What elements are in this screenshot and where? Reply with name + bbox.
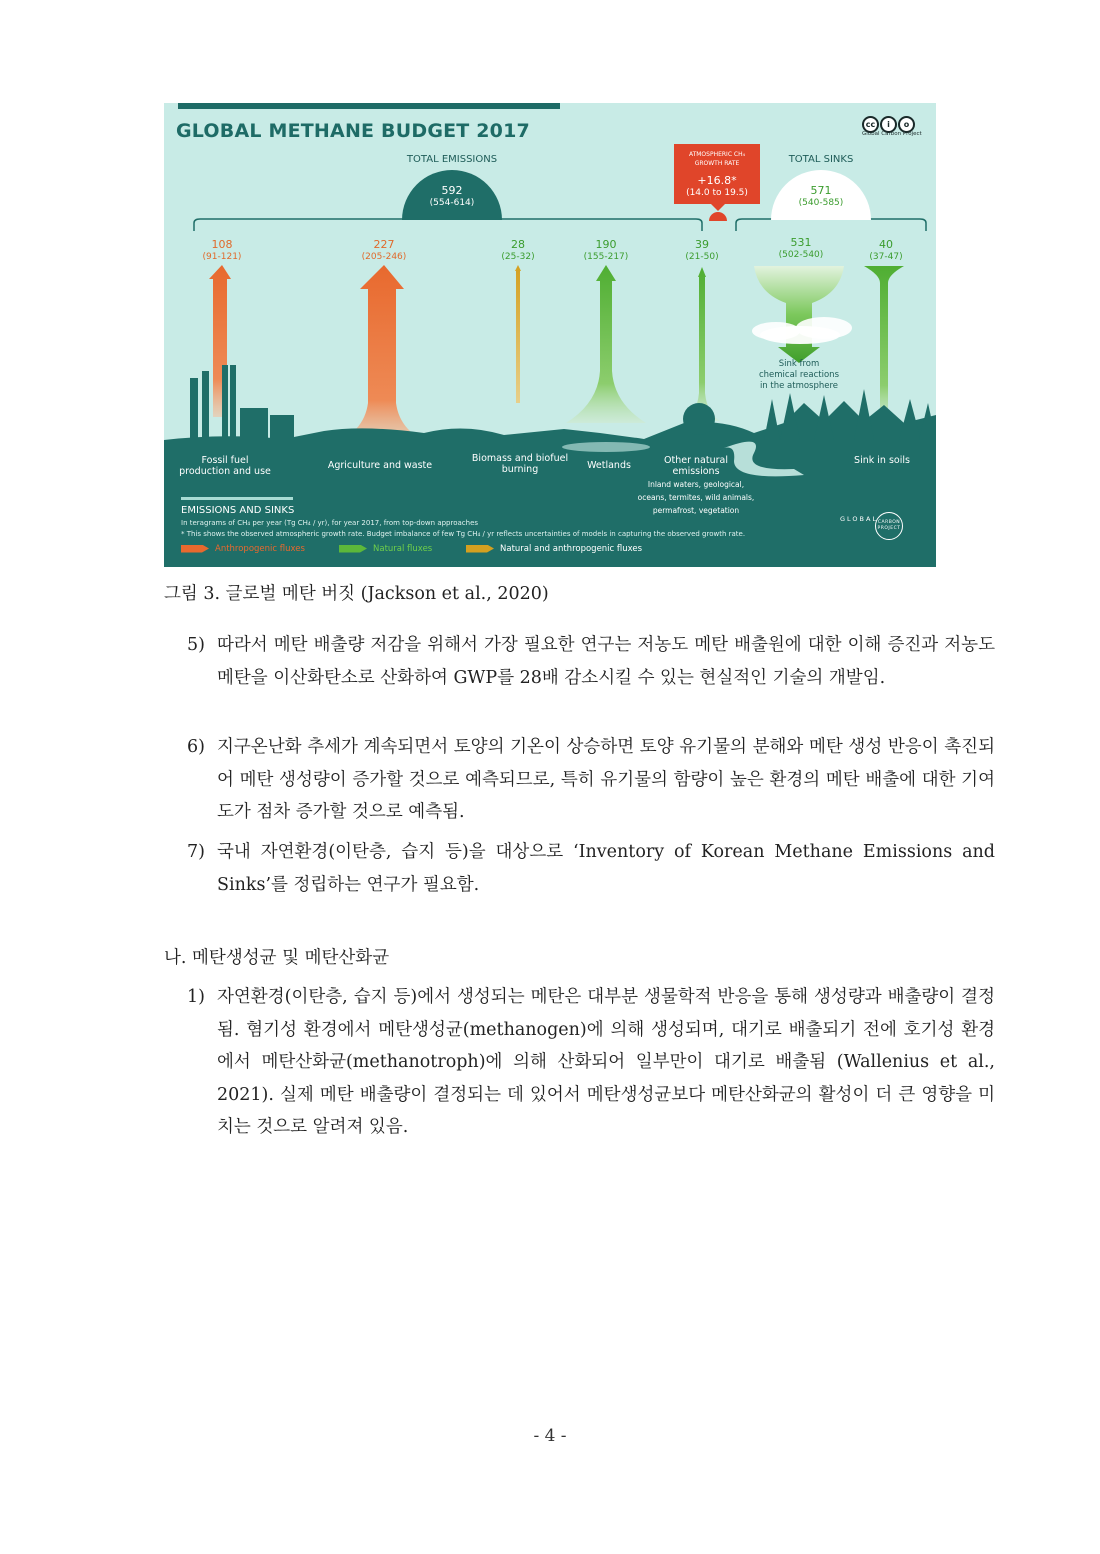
other-natural-detail-2: oceans, termites, wild animals, [637, 493, 755, 502]
legend-note-2: * This shows the observed atmospheric growth rate. Budget imbalance of few Tg CH₄ / yr reflects uncertainties of models in capturing the observed growth rate. [181, 530, 746, 538]
list-number: 5) [187, 635, 205, 655]
total-emissions-label: TOTAL EMISSIONS [406, 154, 498, 165]
gcp-logo-circle-text: CARBON PROJECT [877, 520, 901, 531]
license-caption: Global Carbon Project [862, 131, 922, 137]
gcp-logo-circle-icon [875, 512, 903, 540]
nc-icon: o [898, 116, 915, 133]
list-number: 1) [187, 987, 205, 1007]
legend-anthropogenic [181, 544, 305, 556]
legend-title: EMISSIONS AND SINKS [181, 505, 295, 516]
list-text: 자연환경(이탄층, 습지 등)에서 생성되는 메탄은 대부분 생물학적 반응을 통해 생성량과 배출량이 결정됨. 혐기성 환경에서 메탄생성균(methanogen)에 의해 생성되며, 대기로 배출되기 전에 호기성 환경에서 메탄산화균(methanotroph)에 의해 산화되어 일부만이 대기로 배출됨 (Wallenius et al., 2021). 실제 메탄 배출량이 결정되는 데 있어서 메탄생성균보다 메탄산화균의 활성이 더 큰 영향을 미치는 것으로 알려져 있음. [217, 987, 995, 1137]
wetland-pool [562, 442, 650, 452]
wetlands-category: Wetlands [587, 460, 631, 471]
gold-arrow-icon [466, 545, 494, 553]
biomass-range: (25-32) [501, 252, 535, 262]
list-item-7 [187, 836, 995, 901]
agriculture-range: (205-246) [361, 252, 407, 262]
biomass-arrow [515, 265, 521, 403]
biomass-category: Biomass and biofuel burning [471, 453, 569, 475]
section-list-item-1 [187, 981, 995, 1144]
legend-mixed [466, 544, 642, 556]
growth-rate-label-2: GROWTH RATE [694, 160, 740, 167]
chemical-sink-value: 531 [790, 236, 812, 249]
chemical-sink-range: (502-540) [778, 250, 824, 260]
figure-caption: 그림 3. 글로벌 메탄 버짓 (Jackson et al., 2020) [164, 584, 549, 604]
growth-dome [709, 212, 727, 221]
chemical-sink-funnel [752, 266, 852, 363]
title-top-bar [178, 103, 560, 109]
page-number: - 4 - [533, 1426, 567, 1446]
factory-icon [190, 365, 294, 440]
total-sinks-range: (540-585) [798, 198, 844, 208]
legend-note-1: In teragrams of CH₄ per year (Tg CH₄ / yr), for year 2017, from top-down approaches [181, 519, 479, 527]
infographic-title: GLOBAL METHANE BUDGET 2017 [176, 120, 530, 142]
list-item-6 [187, 731, 995, 829]
methane-budget-infographic [164, 103, 936, 567]
legend-mixed-label: Natural and anthropogenic fluxes [500, 544, 643, 554]
chemical-sink-label: Sink from chemical reactions in the atmosphere [758, 359, 839, 391]
wetlands-range: (155-217) [583, 252, 629, 262]
biomass-value: 28 [511, 238, 525, 251]
soil-sink-range: (37-47) [869, 252, 903, 262]
list-number: 7) [187, 842, 205, 862]
growth-rate-value: +16.8* [697, 174, 737, 187]
license-icons [862, 112, 916, 133]
gcp-logo-text: GLOBAL [840, 515, 879, 523]
list-text: 지구온난화 추세가 계속되면서 토양의 기온이 상승하면 토양 유기물의 분해와 메탄 생성 반응이 촉진되어 메탄 생성량이 증가할 것으로 예측되므로, 특히 유기물의 함량이 높은 환경의 메탄 배출에 대한 기여도가 점차 증가할 것으로 예측됨. [217, 737, 995, 822]
soil-sink-value: 40 [879, 238, 893, 251]
by-icon: i [880, 116, 897, 133]
list-text: 따라서 메탄 배출량 저감을 위해서 가장 필요한 연구는 저농도 메탄 배출원에 대한 이해 증진과 저농도 메탄을 이산화탄소로 산화하여 GWP를 28배 감소시킬 수 있는 현실적인 기술의 개발임. [217, 635, 995, 688]
sinks-bracket [736, 219, 926, 231]
fossil-range: (91-121) [202, 252, 242, 262]
green-arrow-icon [339, 545, 367, 553]
soil-sink-arrow [864, 266, 904, 425]
total-emissions-value: 592 [441, 184, 463, 197]
legend-divider [181, 497, 293, 500]
round-tree-icon [683, 403, 715, 435]
other-natural-arrow [684, 267, 720, 421]
list-text: 국내 자연환경(이탄층, 습지 등)을 대상으로 ‘Inventory of Korean Methane Emissions and Sinks’를 정립하는 연구가 필요함. [217, 842, 995, 895]
other-natural-detail-1: Inland waters, geological, [647, 480, 745, 489]
other-natural-value: 39 [695, 238, 709, 251]
growth-rate-label-1: ATMOSPHERIC CH₄ [688, 151, 746, 158]
legend-anthropogenic-label: Anthropogenic fluxes [215, 544, 305, 554]
agriculture-value: 227 [373, 238, 395, 251]
soil-sink-category: Sink in soils [854, 455, 910, 466]
other-natural-detail-3: permafrost, vegetation [652, 506, 740, 515]
other-natural-category: Other natural emissions [664, 455, 728, 477]
wetlands-value: 190 [595, 238, 617, 251]
legend-natural [339, 544, 432, 556]
total-sinks-value: 571 [810, 184, 832, 197]
section-title: 나. 메탄생성균 및 메탄산화균 [164, 948, 390, 968]
total-sinks-label: TOTAL SINKS [788, 154, 854, 165]
list-item-5 [187, 629, 995, 694]
growth-rate-range: (14.0 to 19.5) [686, 188, 748, 198]
agriculture-arrow [330, 265, 434, 445]
other-natural-range: (21-50) [685, 252, 719, 262]
fossil-category: Fossil fuel production and use [179, 455, 271, 477]
legend-natural-label: Natural fluxes [373, 544, 433, 554]
orange-arrow-icon [181, 545, 209, 553]
list-number: 6) [187, 737, 205, 757]
total-emissions-range: (554-614) [429, 198, 475, 208]
emissions-bracket [194, 219, 702, 231]
fossil-value: 108 [211, 238, 233, 251]
cc-icon: cc [862, 116, 879, 133]
wetlands-arrow [566, 265, 646, 423]
agriculture-category: Agriculture and waste [327, 460, 433, 471]
